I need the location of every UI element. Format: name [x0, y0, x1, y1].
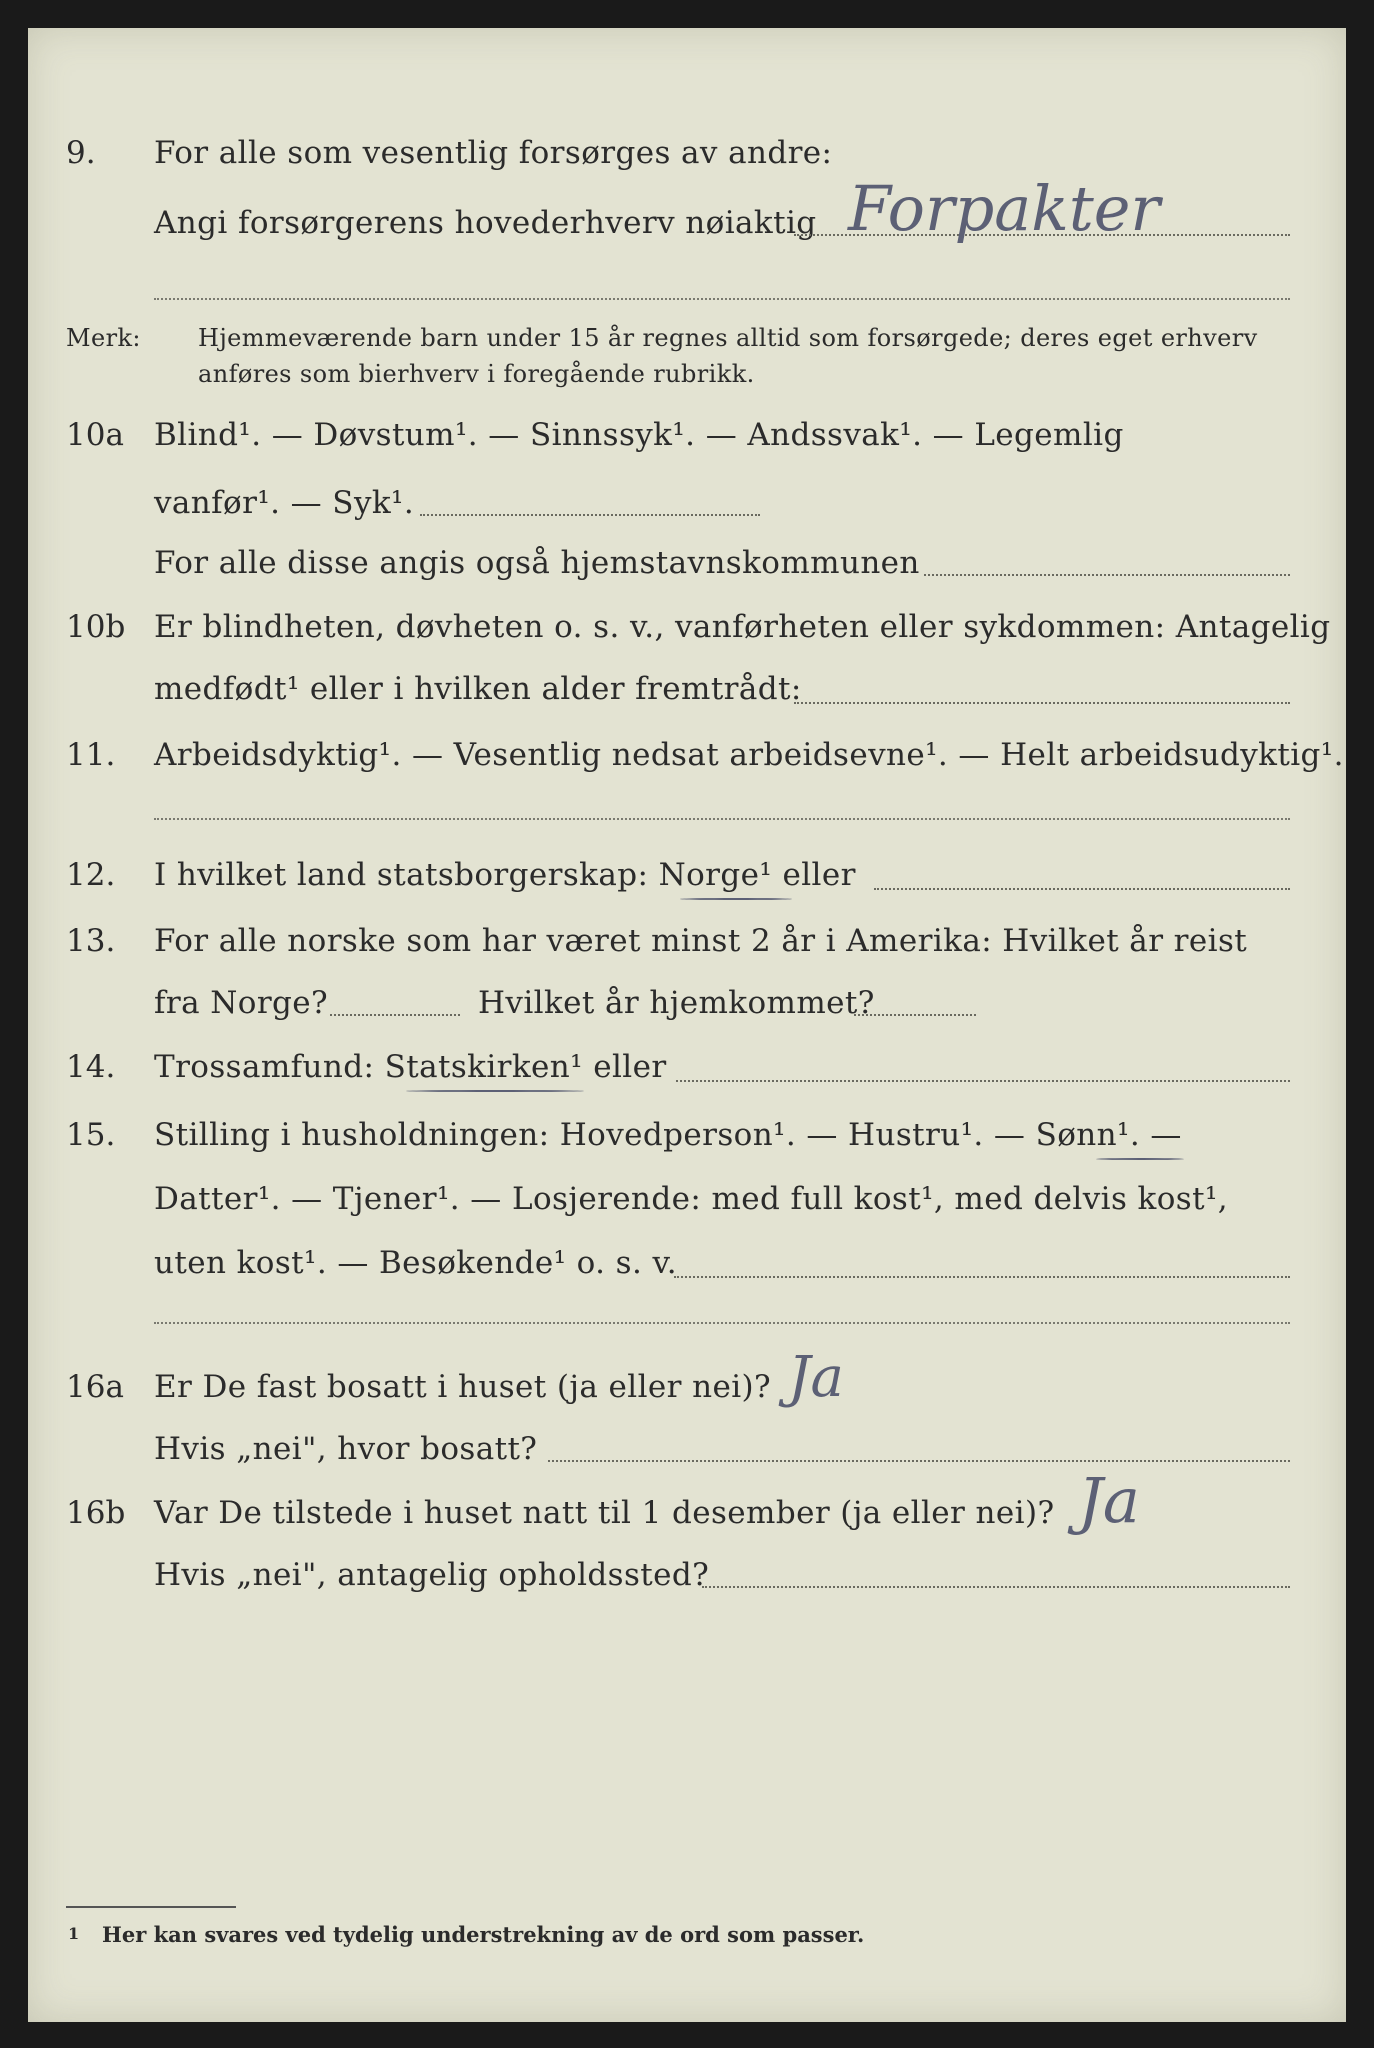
q10a-line1: Blind¹. — Døvstum¹. — Sinnssyk¹. — Andssvak¹. — Legemlig — [154, 417, 1124, 453]
q14-number: 14. — [66, 1049, 116, 1085]
q16b-line1: Var De tilstede i huset natt til 1 desember (ja eller nei)? — [154, 1495, 1055, 1531]
q11-number: 11. — [66, 737, 116, 773]
q10a-number: 10a — [66, 417, 124, 453]
q15-underline-sonn — [1096, 1158, 1184, 1160]
merk-label: Merk: — [66, 324, 141, 352]
q16a-bosatt-line — [548, 1460, 1290, 1462]
q13-number: 13. — [66, 923, 116, 959]
q13-line2b: Hvilket år hjemkommet? — [478, 985, 875, 1021]
q15-number: 15. — [66, 1117, 116, 1153]
q16b-line2: Hvis „nei", antagelig opholdssted? — [154, 1557, 710, 1593]
q10a-syk-line — [420, 514, 760, 516]
q10b-number: 10b — [66, 609, 126, 645]
q10b-line2: medfødt¹ eller i hvilken alder fremtrådt: — [154, 671, 802, 707]
footnote-text: Her kan svares ved tydelig understrekning av de ord som passer. — [102, 1922, 865, 1947]
q12-underline-norge — [680, 898, 792, 900]
census-form-page — [28, 28, 1346, 2022]
q15-extra-line — [154, 1322, 1290, 1324]
q14-answer-line — [676, 1080, 1290, 1082]
q16a-line1: Er De fast bosatt i huset (ja eller nei)? — [154, 1369, 772, 1405]
q13-hjemkommet-line — [854, 1014, 976, 1016]
q11-extra-line — [154, 818, 1290, 820]
merk-line1: Hjemmeværende barn under 15 år regnes alltid som forsørgede; deres eget erhverv — [198, 324, 1258, 352]
q16b-number: 16b — [66, 1495, 126, 1531]
q10a-line3: For alle disse angis også hjemstavnskommunen — [154, 545, 920, 581]
q15-line3: uten kost¹. — Besøkende¹ o. s. v. — [154, 1245, 677, 1281]
q15-line1: Stilling i husholdningen: Hovedperson¹. — Hustru¹. — Sønn¹. — — [154, 1117, 1182, 1153]
q10a-kommune-line — [924, 574, 1290, 576]
merk-line2: anføres som bierhverv i foregående rubrikk. — [198, 360, 755, 388]
q13-line1: For alle norske som har været minst 2 år i Amerika: Hvilket år reist — [154, 923, 1248, 959]
q16a-handwritten-answer: Ja — [788, 1345, 844, 1410]
q10b-line1: Er blindheten, døvheten o. s. v., vanførheten eller sykdommen: Antagelig — [154, 609, 1331, 645]
q9-handwritten-answer: Forpakter — [848, 172, 1161, 245]
q16b-opholdssted-line — [702, 1586, 1290, 1588]
q9-line1: For alle som vesentlig forsørges av andre: — [154, 135, 833, 171]
q13-reist-line — [330, 1014, 460, 1016]
q12-number: 12. — [66, 857, 116, 893]
q13-line2a: fra Norge? — [154, 985, 329, 1021]
q11-line1: Arbeidsdyktig¹. — Vesentlig nedsat arbeidsevne¹. — Helt arbeidsudyktig¹. — [154, 737, 1344, 773]
q16a-line2: Hvis „nei", hvor bosatt? — [154, 1431, 538, 1467]
q9-number: 9. — [66, 135, 96, 171]
q16b-handwritten-answer: Ja — [1078, 1464, 1140, 1537]
q9-line2: Angi forsørgerens hovederhverv nøiaktig — [154, 205, 817, 241]
q15-line2: Datter¹. — Tjener¹. — Losjerende: med full kost¹, med delvis kost¹, — [154, 1181, 1229, 1217]
q9-extra-line — [154, 298, 1290, 300]
q10a-line2: vanfør¹. — Syk¹. — [154, 485, 415, 521]
q12-answer-line — [874, 888, 1290, 890]
footnote-rule — [66, 1906, 236, 1908]
footnote-mark: 1 — [68, 1924, 80, 1943]
q14-underline-statskirken — [406, 1090, 584, 1092]
q14-line1: Trossamfund: Statskirken¹ eller — [154, 1049, 667, 1085]
q12-line1: I hvilket land statsborgerskap: Norge¹ eller — [154, 857, 856, 893]
q10b-answer-line — [794, 702, 1290, 704]
q15-answer-line — [674, 1276, 1290, 1278]
q16a-number: 16a — [66, 1369, 124, 1405]
